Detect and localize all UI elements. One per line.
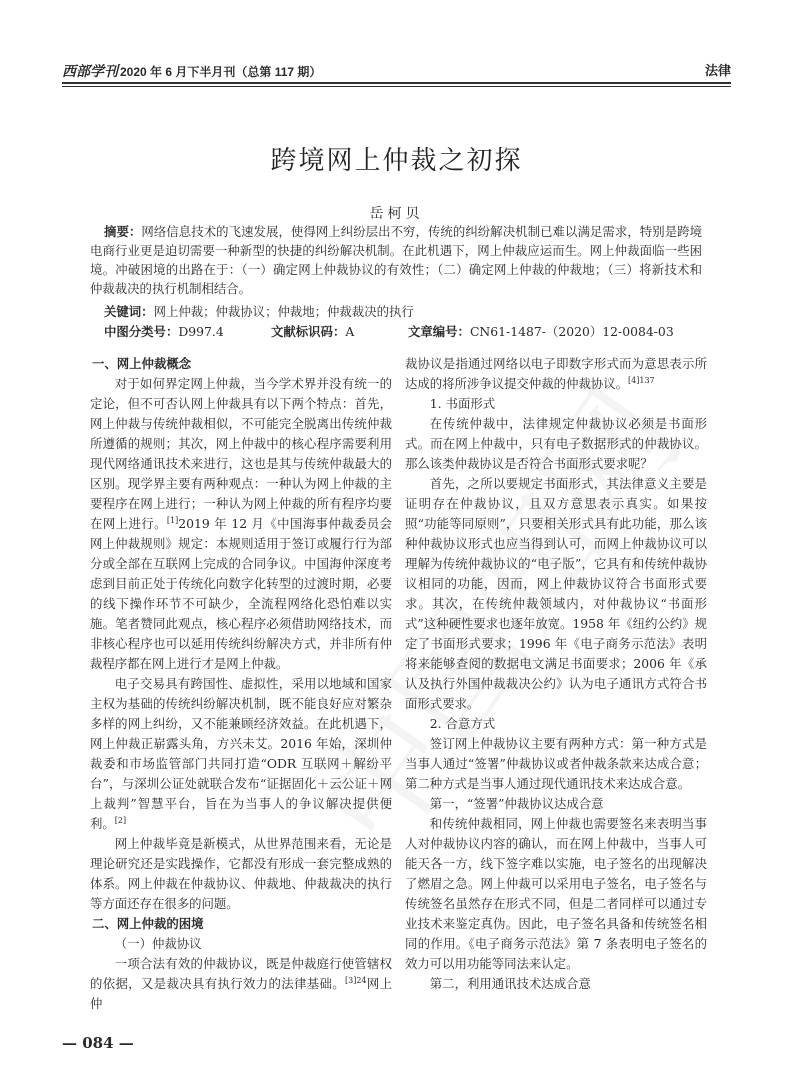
subsection-heading: 第二，利用通讯技术达成合意 — [429, 976, 591, 991]
paragraph: 一项合法有效的仲裁协议，既是仲裁庭行使管辖权的依据，又是裁决具有执行效力的法律基础。$^{[3]24}$网上仲 — [90, 956, 393, 1011]
article-number: 文章编号：CN61-1487-（2020）12-0084-03 — [408, 324, 674, 339]
journal-issue: 西部学刊 2020 年 6 月下半月刊（总第 117 期） — [62, 64, 322, 80]
paragraph: 电子交易具有跨国性、虚拟性，采用以地域和国家主权为基础的传统纠纷解决机制，既不能良好应对繁杂多样的网上纠纷，又不能兼顾经济效益。在此机遇下，网上仲裁正崭露头角，方兴未艾。2016 年始，深圳仲裁委和市场监管部门共同打造“ODR 互联网＋解纷平台”，与深圳公证处就联合发布“证据固化＋云公证＋网上裁判”智慧平台，旨在为当事人的争议解决提供便利。[2] — [90, 676, 392, 831]
subsection-heading: 1. 书面形式 — [429, 396, 496, 411]
keywords-label: 关键词： — [104, 304, 154, 319]
subsection-heading: （一）仲裁协议 — [114, 936, 202, 951]
section-heading: 一、网上仲裁概念 — [92, 356, 192, 371]
running-header — [62, 58, 731, 82]
right-column — [405, 354, 707, 994]
abstract-text: 网络信息技术的飞速发展，使得网上纠纷层出不穷，传统的纠纷解决机制已难以满足需求，特别是跨境电商行业更是迫切需要一种新型的快捷的纠纷解决机制。在此机遇下，网上仲裁应运而生。网上仲裁面临一些困境。冲破困境的出路在于：（一）确定网上仲裁协议的有效性；（二）确定网上仲裁的仲裁地；（三）将新技术和仲裁裁决的执行机制相结合。 — [90, 224, 703, 296]
keywords-text: 网上仲裁；仲裁协议；仲裁地；仲裁裁决的执行 — [153, 304, 414, 319]
header-rule-thin — [62, 86, 731, 87]
abstract — [90, 222, 702, 298]
document-code: 文献标识码：A — [271, 324, 355, 339]
paragraph: 裁协议是指通过网络以电子即数字形式而为意思表示所达成的将所涉争议提交仲裁的仲裁协议。$^{[4]137}$ — [405, 356, 707, 391]
clc-number: 中图分类号：D997.4 — [104, 324, 224, 339]
paragraph: 签订网上仲裁协议主要有两种方式：第一种方式是当事人通过“签署”仲裁协议或者仲裁条款来达成合意；第二种方式是当事人通过现代通讯技术来达成合意。 — [405, 736, 707, 791]
header-rule — [62, 82, 731, 84]
paragraph: 首先，之所以要规定书面形式，其法律意义主要是证明存在仲裁协议，且双方意思表示真实。如果按照“功能等同原则”，只要相关形式具有此功能，那么该种仲裁协议形式也应当得到认可，而网上仲裁协议可以理解为传统仲裁协议的“电子版”，它具有和传统仲裁协议相同的功能，因而，网上仲裁协议符合书面形式要求。其次，在传统仲裁领域内，对仲裁协议“书面形式”这种硬性要求也逐年放宽。1958 年《纽约公约》规定了书面形式要求；1996 年《电子商务示范法》表明将来能够查阅的数据电文满足书面要求；2006 年《承认及执行外国仲裁裁决公约》认为电子通讯方式符合书面形式要求。 — [405, 476, 708, 711]
journal-logo: 西部学刊 — [62, 64, 118, 80]
article-title: 跨境网上仲裁之初探 — [270, 146, 523, 176]
abstract-label: 摘要： — [104, 224, 142, 239]
citation: [1] — [166, 515, 179, 525]
left-column — [90, 354, 392, 1014]
paragraph: 在传统仲裁中，法律规定仲裁协议必须是书面形式。而在网上仲裁中，只有电子数据形式的仲裁协议。那么该类仲裁协议是否符合书面形式要求呢？ — [405, 416, 707, 471]
paragraph: 对于如何界定网上仲裁，当今学术界并没有统一的定论，但不可否认网上仲裁具有以下两个特点：首先，网上仲裁与传统仲裁相似，不可能完全脱离出传统仲裁所遵循的规则；其次，网上仲裁中的核心程序需要利用现代网络通讯技术来进行，这也是其与传统仲裁最大的区别。现学界主要有两种观点：一种认为网上仲裁的主要程序在网上进行；一种认为网上仲裁的所有程序均要在网上进行。[1]2019 年 12 月《中国海事仲裁委员会网上仲裁规则》规定：本规则适用于签订或履行行为部分或全部在互联网上完成的合同争议。中国海仲深度考虑到目前正处于传统化向数字化转型的过渡时期，必要的线下操作环节不可缺少，全流程网络化恐怕难以实施。笔者赞同此观点，核心程序必须借助网络技术，而非核心程序也可以延用传统纠纷解决方式，并非所有仲裁程序都在网上进行才是网上仲裁。 — [90, 376, 393, 671]
subsection-heading: 第一，“签署”仲裁协议达成合意 — [429, 796, 604, 811]
section-heading: 二、网上仲裁的困境 — [92, 916, 204, 931]
citation: [4]137 — [628, 375, 655, 385]
paragraph: 网上仲裁毕竟是新模式，从世界范围来看，无论是理论研究还是实践操作，它都没有形成一套完整成熟的体系。网上仲裁在仲裁协议、仲裁地、仲裁裁决的执行等方面还存在很多的问题。 — [90, 836, 392, 911]
page-number: — 084 — — [62, 1034, 134, 1052]
paragraph: 和传统仲裁相同，网上仲裁也需要签名来表明当事人对仲裁协议内容的确认，而在网上仲裁中，当事人可能天各一方，线下签字难以实施，电子签名的出现解决了燃眉之急。网上仲裁可以采用电子签名，电子签名与传统签名虽然存在形式不同，但是二者同样可以通过专业技术来鉴定真伪。因此，电子签名具备和传统签名相同的作用。《电子商务示范法》第 7 条表明电子签名的效力可以用功能等同法来认定。 — [405, 816, 707, 971]
subsection-heading: 2. 合意方式 — [429, 716, 496, 731]
citation: [2] — [114, 815, 127, 825]
keywords — [104, 302, 414, 321]
section-label: 法律 — [704, 63, 731, 78]
article-author: 岳柯贝 — [369, 206, 424, 222]
citation: [3]24 — [345, 975, 367, 985]
